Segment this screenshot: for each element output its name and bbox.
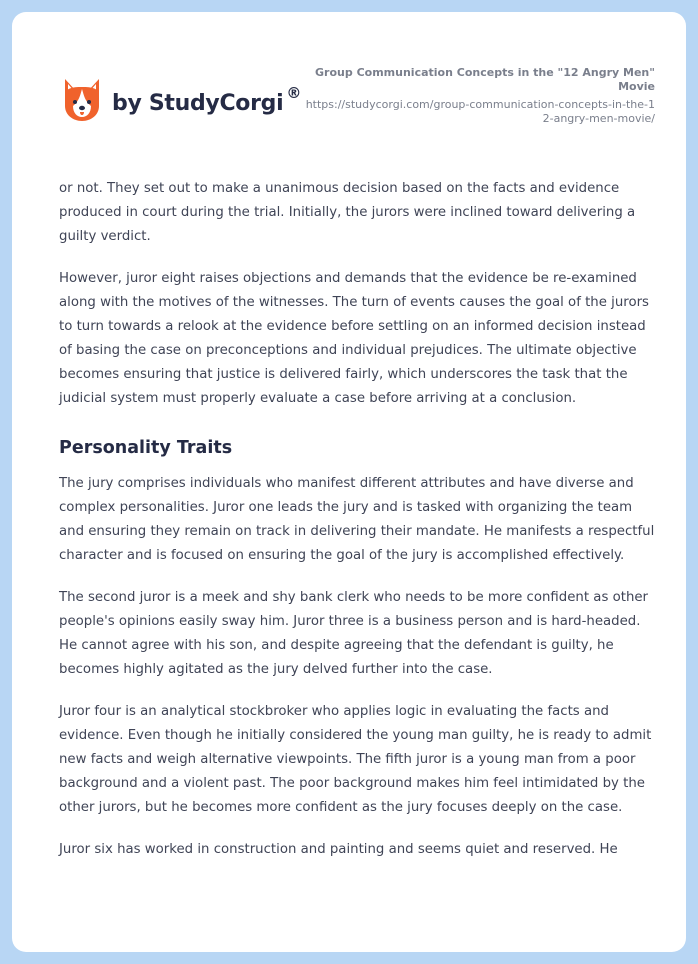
document-page — [12, 12, 686, 952]
paragraph: Juror six has worked in construction and painting and seems quiet and reserved. He — [59, 842, 618, 857]
corgi-icon — [60, 76, 104, 124]
document-meta — [305, 66, 655, 126]
studycorgi-logo[interactable] — [60, 76, 301, 124]
paragraph: However, juror eight raises objections and demands that the evidence be re-examined along with the motives of the witnesses. The turn of events causes the goal of the jurors to turn towards a relook at the evidence before settling on an informed decision instead of basing the case on preconceptions and individual prejudices. The ultimate objective becomes ensuring that justice is delivered fairly, which underscores the task that the judicial system must properly evaluate a case before arriving at a conclusion. — [59, 271, 649, 406]
paragraph: The jury comprises individuals who manifest different attributes and have diverse and complex personalities. Juror one leads the jury and is tasked with organizing the team and ensuring they remain on track in delivering their mandate. He manifests a respectful character and is focused on ensuring the goal of the jury is accomplished effectively. — [59, 476, 655, 563]
registered-mark: ® — [286, 84, 302, 102]
paragraph: Juror four is an analytical stockbroker who applies logic in evaluating the facts and evidence. Even though he initially considered the young man guilty, he is ready to admit new facts and weigh alternative viewpoints. The fifth juror is a young man from a poor background and a violent past. The poor background makes him feel intimidated by the other jurors, but he becomes more confident as the jury focuses deeply on the case. — [59, 704, 652, 815]
paragraph: The second juror is a meek and shy bank clerk who needs to be more confident as other people's opinions easily sway him. Juror three is a business person and is hard-headed. He cannot agree with his son, and despite agreeing that the defendant is guilty, he becomes highly agitated as the jury delved further into the case. — [59, 590, 649, 677]
document-body — [59, 177, 661, 880]
paragraph: or not. They set out to make a unanimous decision based on the facts and evidence produced in court during the trial. Initially, the jurors were inclined toward delivering a guilty verdict. — [59, 181, 636, 244]
logo-text: by StudyCorgi — [112, 90, 284, 116]
document-title: Group Communication Concepts in the "12 Angry Men" Movie — [315, 66, 655, 93]
section-heading: Personality Traits — [59, 438, 233, 458]
page-header — [12, 12, 686, 152]
document-url-link[interactable]: https://studycorgi.com/group-communication-concepts-in-the-12-angry-men-movie/ — [305, 98, 655, 125]
